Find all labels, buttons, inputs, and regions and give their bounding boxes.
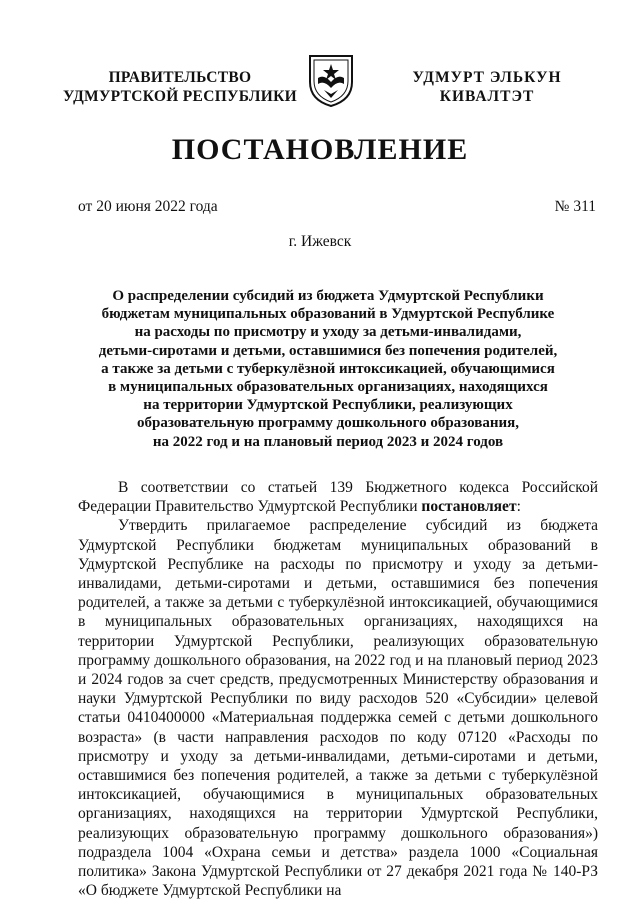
subject-line: О распределении субсидий из бюджета Удмуртской Республики xyxy=(112,288,544,304)
document-city: г. Ижевск xyxy=(288,233,352,250)
government-name-udm-line-2: КИВАЛТЭТ xyxy=(439,88,535,105)
subject-line: бюджетам муниципальных образований в Удмуртской Республике xyxy=(101,306,555,323)
subject-line: в муниципальных образовательных организациях, находящихся xyxy=(108,379,548,396)
udmurt-coat-of-arms-icon xyxy=(306,52,356,108)
subject-line: образовательную программу дошкольного образования, xyxy=(136,415,519,432)
document-title: ПОСТАНОВЛЕНИЕ xyxy=(171,133,469,166)
subject-line: на расходы по присмотру и уходу за детьми-инвалидами, xyxy=(134,324,522,341)
subject-line: на 2022 год и на плановый период 2023 и 2024 годов xyxy=(152,433,504,450)
government-name-udm xyxy=(382,68,592,106)
preamble-resolves: постановляет xyxy=(421,498,517,516)
document-date: от 20 июня 2022 года xyxy=(78,198,218,215)
document-number: № 311 xyxy=(554,198,596,215)
government-name-ru xyxy=(60,68,300,106)
body-paragraph-preamble xyxy=(78,478,598,516)
document-subject xyxy=(90,287,566,451)
document-body xyxy=(78,478,598,900)
government-name-line-1: ПРАВИТЕЛЬСТВО xyxy=(108,69,252,86)
subject-line: детьми-сиротами и детьми, оставшимися без попечения родителей, xyxy=(98,342,558,359)
government-name-udm-line-1: УДМУРТ ЭЛЬКУН xyxy=(412,69,562,86)
government-name-line-2: УДМУРТСКОЙ РЕСПУБЛИКИ xyxy=(62,88,297,105)
subject-line: а также за детьми с туберкулёзной интоксикацией, обучающимися xyxy=(101,360,555,377)
preamble-text: В соответствии со статьей 139 Бюджетного кодекса Российской Федерации Правительство Удмуртской Республики xyxy=(78,479,598,516)
body-paragraph-resolution: Утвердить прилагаемое распределение субсидий из бюджета Удмуртской Республики бюджетам муниципальных образований в Удмуртской Республике на расходы по присмотру и уходу за детьми-инвалидами, детьми-сиротами и детьми, оставшимися без попечения родителей, а также за детьми с туберкулёзной интоксикацией, обучающимися в муниципальных образовательных организациях, находящихся на территории Удмуртской Республики, реализующих образовательную программу дошкольного образования, на 2022 год и на плановый период 2023 и 2024 годов за счет средств, предусмотренных Министерству образования и науки Удмуртской Республики по виду расходов 520 «Субсидии» целевой статьи 0410400000 «Материальная поддержка семей с детьми дошкольного возраста» (в части направления расходов по коду 07120 «Расходы по присмотру и уходу за детьми-инвалидами, детьми-сиротами и детьми, оставшимися без попечения родителей, а также за детьми с туберкулёзной интоксикацией, обучающимися в муниципальных образовательных организациях, находящихся на территории Удмуртской Республики, реализующих образовательную программу дошкольного образования») подраздела 1004 «Охрана семьи и детства» раздела 1000 «Социальная политика» Закона Удмуртской Республики от 27 декабря 2021 года № 140-РЗ «О бюджете Удмуртской Республики на xyxy=(78,517,598,900)
preamble-colon: : xyxy=(516,498,521,516)
subject-line: на территории Удмуртской Республики, реализующих xyxy=(143,397,513,414)
